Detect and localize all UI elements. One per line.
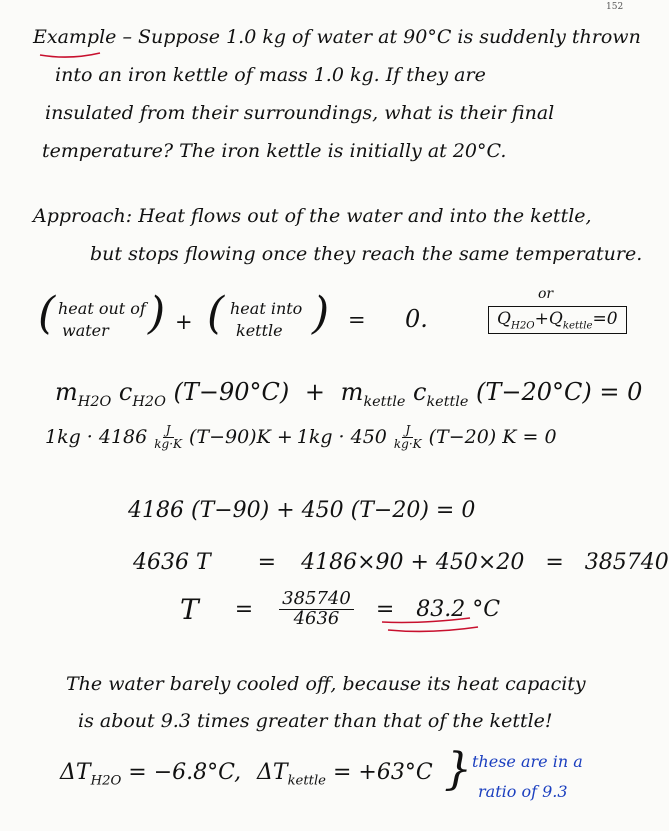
unit-den-2: kg·K: [393, 436, 422, 451]
blue-note-line-2: ratio of 9.3: [478, 782, 568, 801]
delta-t-sub-1: H2O: [90, 773, 122, 789]
delta-t-sub-2: kettle: [287, 773, 326, 789]
example-label: Example: [33, 26, 117, 48]
example-underline: [40, 53, 100, 57]
approach-line-2: but stops flowing once they reach the same temperature.: [90, 243, 643, 265]
heat-into-line-2: kettle: [236, 321, 283, 340]
delta-t-symbol-2: ΔT: [257, 760, 288, 785]
eq4-rhs: 385740: [584, 550, 669, 575]
equation-3: 4186 (T−90) + 450 (T−20) = 0: [128, 498, 476, 523]
temp-diff-1: (T−90°C): [173, 378, 290, 406]
kettle-subscript: kettle: [562, 320, 593, 332]
heat-out-line-1: heat out of: [58, 299, 146, 318]
eq5-denominator: 4636: [293, 607, 340, 629]
equals-zero: =0: [592, 309, 618, 329]
c-symbol-2: c: [413, 378, 427, 406]
answer-underline-2: [388, 627, 478, 631]
mass-sub-2: kettle: [363, 393, 406, 410]
example-text-1: Suppose 1.0 kg of water at 90°C is suddenly thrown: [138, 26, 641, 48]
final-answer: 83.2 °C: [416, 596, 501, 622]
eq4-lhs: 4636 T: [133, 550, 211, 575]
right-paren-1: ): [148, 288, 166, 339]
example-line-3: insulated from their surroundings, what is their final: [45, 102, 555, 124]
kettle-heat-capacity: 1kg · 450: [296, 426, 387, 449]
unit-num-1: J: [163, 424, 174, 438]
mass-sub-1: H2O: [77, 393, 112, 410]
eq5-lhs: T: [180, 592, 199, 626]
left-paren-1: (: [38, 288, 56, 339]
page-number: 152: [606, 2, 624, 12]
q-symbol-1: Q: [497, 309, 511, 329]
c-sub-2: kettle: [426, 393, 469, 410]
eq4-middle: 4186×90 + 450×20: [301, 550, 525, 575]
unit-den-1: kg·K: [154, 436, 182, 451]
temp-diff-2: (T−20°C): [476, 378, 592, 406]
answer-underline-1: [382, 618, 470, 623]
water-heat-capacity: 1kg · 4186: [45, 426, 148, 449]
approach-label: Approach:: [33, 205, 133, 227]
water-temp-term: (T−90)K +: [188, 426, 293, 449]
delta-t-symbol-1: ΔT: [60, 760, 91, 785]
heat-into-line-1: heat into: [230, 299, 303, 318]
eq4-equals-2: =: [545, 550, 564, 575]
c-symbol-1: c: [118, 378, 133, 406]
example-line-4: temperature? The iron kettle is initially at 20°C.: [42, 140, 507, 162]
plus-sign-2: +: [304, 378, 326, 406]
eq5-numerator: 385740: [279, 590, 354, 610]
or-label: or: [538, 286, 554, 302]
example-line-2: into an iron kettle of mass 1.0 kg. If they are: [55, 64, 486, 86]
delta-t-value-1: = −6.8°C,: [128, 760, 242, 785]
heat-out-line-2: water: [62, 321, 109, 340]
c-sub-1: H2O: [132, 393, 166, 410]
delta-t-value-2: = +63°C: [332, 760, 433, 785]
unit-num-2: J: [402, 424, 413, 438]
equals-zero-2: = 0: [599, 378, 643, 406]
equals-sign-1: =: [348, 308, 366, 332]
example-dash: –: [122, 26, 132, 48]
approach-text-1: Heat flows out of the water and into the kettle,: [138, 205, 592, 227]
left-paren-2: (: [207, 288, 225, 339]
zero-value: 0.: [405, 305, 428, 333]
eq4-equals-1: =: [257, 550, 277, 575]
kettle-temp-term: (T−20) K = 0: [428, 426, 557, 449]
curly-brace: }: [444, 744, 472, 795]
blue-note-line-1: these are in a: [472, 752, 583, 771]
conclusion-line-1: The water barely cooled off, because its heat capacity: [66, 673, 586, 695]
h2o-subscript: H2O: [510, 320, 535, 332]
right-paren-2: ): [312, 288, 330, 339]
eq5-equals-2: =: [375, 596, 395, 622]
conclusion-line-2: is about 9.3 times greater than that of the kettle!: [78, 710, 553, 732]
plus-q-symbol: +Q: [534, 309, 563, 329]
mass-symbol-1: m: [55, 378, 78, 406]
mass-symbol-2: m: [340, 378, 364, 406]
eq5-equals-1: =: [234, 596, 254, 622]
plus-sign-1: +: [175, 310, 193, 334]
